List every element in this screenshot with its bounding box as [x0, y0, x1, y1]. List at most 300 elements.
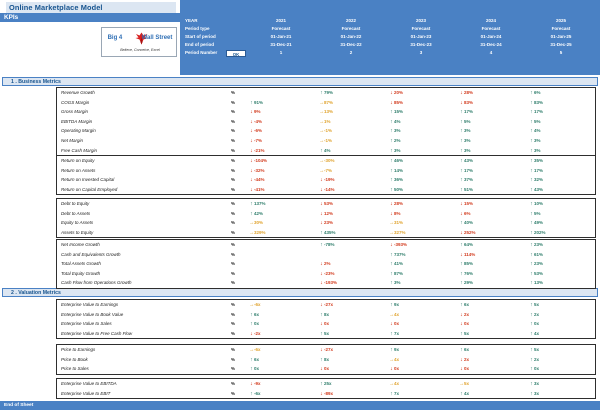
trend-down-icon: ↓: [250, 147, 253, 154]
trend-up-icon: ↑: [460, 330, 463, 337]
metric-value: -1%: [324, 137, 333, 143]
metric-cell[interactable]: [249, 240, 315, 250]
metric-value: 4x: [394, 311, 400, 317]
trend-up-icon: ↑: [390, 109, 393, 116]
metric-cell[interactable]: [319, 250, 385, 260]
trend-up-icon: ↑: [250, 201, 253, 207]
metric-value: -6x: [254, 347, 261, 352]
trend-up-icon: ↑: [530, 321, 533, 328]
metric-cell[interactable]: [459, 107, 525, 117]
metric-value: 23%: [534, 242, 544, 247]
trend-down-icon: ↓: [460, 90, 463, 96]
metric-cell[interactable]: [319, 364, 385, 374]
trend-up-icon: ↑: [530, 137, 533, 144]
table-row[interactable]: [57, 355, 595, 365]
metric-cell[interactable]: [249, 136, 315, 146]
metric-cell[interactable]: [319, 166, 385, 176]
metric-cell[interactable]: [249, 166, 315, 176]
column-start: 01-Jan-24: [480, 33, 502, 39]
trend-down-icon: ↓: [320, 321, 323, 328]
metric-cell[interactable]: [319, 218, 385, 228]
table-row[interactable]: [57, 175, 595, 185]
metric-value: 32%: [534, 177, 544, 183]
table-row[interactable]: [57, 240, 595, 250]
metric-cell[interactable]: [389, 156, 455, 166]
trend-up-icon: ↑: [530, 390, 533, 397]
metric-cell[interactable]: [459, 185, 525, 195]
metric-value: -23%: [324, 270, 335, 276]
metric-cell[interactable]: [459, 156, 525, 166]
metric-cell[interactable]: [459, 218, 525, 228]
metric-cell[interactable]: [459, 136, 525, 146]
table-row[interactable]: [57, 345, 595, 355]
table-row[interactable]: [57, 185, 595, 195]
metric-cell[interactable]: [459, 389, 525, 399]
table-row[interactable]: [57, 136, 595, 146]
table-row[interactable]: [57, 310, 595, 320]
metric-cell[interactable]: [459, 329, 525, 339]
metric-value: 12%: [324, 210, 334, 216]
trend-flat-icon: →: [249, 229, 255, 236]
metric-cell[interactable]: [459, 240, 525, 250]
metric-cell[interactable]: [319, 319, 385, 329]
trend-up-icon: ↑: [250, 356, 253, 363]
metric-value: -89x: [324, 390, 334, 396]
metric-cell[interactable]: [529, 389, 595, 399]
section-header-valuation-metrics: 2 . Valuation Metrics: [2, 288, 598, 297]
metric-cell[interactable]: [319, 345, 385, 355]
metric-value: 4%: [324, 147, 331, 153]
metric-unit: %: [231, 109, 236, 115]
trend-up-icon: ↑: [250, 321, 253, 328]
table-row[interactable]: [57, 389, 595, 399]
trend-up-icon: ↑: [250, 311, 253, 318]
metric-cell[interactable]: [319, 269, 385, 279]
metric-value: -14%: [324, 186, 335, 192]
metric-unit: %: [231, 201, 236, 206]
metric-cell[interactable]: [249, 300, 315, 310]
metric-cell[interactable]: [459, 209, 525, 219]
metric-cell[interactable]: [529, 117, 595, 127]
metric-value: 40%: [464, 220, 474, 226]
metric-value: 6x: [464, 302, 470, 307]
metric-cell[interactable]: [249, 278, 315, 288]
metric-cell[interactable]: [389, 98, 455, 108]
metric-cell[interactable]: [249, 199, 315, 209]
metric-cell[interactable]: [459, 117, 525, 127]
metric-cell[interactable]: [319, 98, 385, 108]
metric-cell[interactable]: [529, 209, 595, 219]
metric-unit: %: [231, 167, 236, 173]
metric-cell[interactable]: [529, 310, 595, 320]
table-row[interactable]: [57, 250, 595, 260]
metric-cell[interactable]: [249, 175, 315, 185]
metric-cell[interactable]: [249, 329, 315, 339]
metric-value: -104%: [254, 158, 268, 163]
trend-up-icon: ↑: [390, 280, 393, 287]
metric-cell[interactable]: [249, 345, 315, 355]
metric-value: -7%: [254, 137, 263, 143]
metric-cell[interactable]: [389, 107, 455, 117]
metric-cell[interactable]: [459, 166, 525, 176]
metric-label: Total Equity Growth: [61, 270, 101, 276]
metric-value: 15%: [394, 109, 404, 115]
metric-cell[interactable]: [389, 126, 455, 136]
metric-cell[interactable]: [389, 209, 455, 219]
trend-up-icon: ↑: [530, 330, 533, 337]
trend-up-icon: ↑: [460, 167, 463, 174]
metric-value: 3%: [394, 147, 401, 153]
metric-cell[interactable]: [459, 345, 525, 355]
table-row[interactable]: [57, 228, 595, 238]
metric-cell[interactable]: [459, 199, 525, 209]
table-row[interactable]: [57, 209, 595, 219]
metric-cell[interactable]: [459, 310, 525, 320]
metric-value: 5x: [464, 381, 470, 386]
metric-value: 4x: [534, 330, 540, 336]
table-row[interactable]: [57, 379, 595, 389]
metric-cell[interactable]: [319, 175, 385, 185]
metric-value: 0x: [324, 366, 330, 372]
metric-cell[interactable]: [529, 166, 595, 176]
metric-cell[interactable]: [249, 88, 315, 98]
trend-up-icon: ↑: [460, 280, 463, 287]
metric-cell[interactable]: [319, 329, 385, 339]
metric-cell[interactable]: [529, 250, 595, 260]
table-row[interactable]: [57, 107, 595, 117]
metric-value: 13%: [534, 280, 544, 286]
metric-cell[interactable]: [459, 379, 525, 389]
metric-cell[interactable]: [319, 107, 385, 117]
metric-label: Return on Assets: [61, 167, 96, 173]
metric-cell[interactable]: [319, 88, 385, 98]
metric-cell[interactable]: [319, 259, 385, 269]
metric-value: 9x: [394, 347, 400, 352]
metric-value: 2%: [324, 261, 331, 267]
trend-up-icon: ↑: [390, 330, 393, 337]
metric-cell[interactable]: [529, 329, 595, 339]
trend-up-icon: ↑: [460, 118, 463, 125]
logo-wordmark: [102, 35, 177, 41]
metric-cell[interactable]: [389, 300, 455, 310]
metric-value: 435%: [324, 229, 336, 235]
metric-label: Price to Earnings: [61, 347, 96, 352]
table-row[interactable]: [57, 218, 595, 228]
metric-cell[interactable]: [459, 146, 525, 156]
table-row[interactable]: [57, 156, 595, 166]
metric-cell[interactable]: [319, 355, 385, 365]
metric-cell[interactable]: [389, 379, 455, 389]
column-start: 01-Jan-25: [550, 33, 572, 39]
trend-down-icon: ↓: [460, 201, 463, 207]
table-row[interactable]: [57, 126, 595, 136]
metric-cell[interactable]: [249, 269, 315, 279]
metric-cell[interactable]: [389, 269, 455, 279]
period-column-2021: [248, 17, 314, 57]
metric-cell[interactable]: [319, 379, 385, 389]
metric-unit: %: [231, 251, 236, 257]
column-year: 2022: [345, 18, 356, 23]
metric-cell[interactable]: [389, 117, 455, 127]
metric-cell[interactable]: [529, 345, 595, 355]
metric-value: 0x: [394, 321, 400, 327]
metric-cell[interactable]: [529, 199, 595, 209]
metric-cell[interactable]: [249, 209, 315, 219]
metric-value: 85%: [394, 99, 404, 105]
section-header-business-metrics: 1 . Business Metrics: [2, 77, 598, 86]
metric-cell[interactable]: [459, 364, 525, 374]
metric-cell[interactable]: [459, 250, 525, 260]
table-row[interactable]: [57, 146, 595, 156]
metric-cell[interactable]: [389, 185, 455, 195]
metric-cell[interactable]: [459, 126, 525, 136]
trend-down-icon: ↓: [460, 210, 463, 217]
trend-up-icon: ↑: [530, 99, 533, 106]
metric-value: 5%: [534, 210, 541, 216]
trend-up-icon: ↑: [320, 330, 323, 337]
metric-cell[interactable]: [529, 146, 595, 156]
metric-value: 9x: [394, 302, 400, 307]
trend-up-icon: ↑: [530, 366, 533, 373]
metric-cell[interactable]: [529, 228, 595, 238]
column-year: 2023: [415, 18, 426, 23]
metric-cell[interactable]: [389, 218, 455, 228]
table-row[interactable]: [57, 329, 595, 339]
metric-cell[interactable]: [249, 379, 315, 389]
metric-unit: %: [231, 128, 236, 134]
metric-cell[interactable]: [529, 240, 595, 250]
metric-value: 17%: [534, 167, 544, 173]
metric-cell[interactable]: [249, 319, 315, 329]
metric-cell[interactable]: [389, 364, 455, 374]
table-row[interactable]: [57, 278, 595, 288]
metric-cell[interactable]: [319, 300, 385, 310]
metric-value: 8x: [324, 311, 330, 317]
metric-value: 0x: [254, 366, 260, 372]
metric-value: 4x: [394, 356, 400, 362]
column-end: 31-Dec-25: [550, 41, 572, 47]
table-row[interactable]: [57, 300, 595, 310]
metric-cell[interactable]: [389, 228, 455, 238]
table-row[interactable]: [57, 269, 595, 279]
trend-up-icon: ↑: [530, 118, 533, 125]
metric-cell[interactable]: [249, 126, 315, 136]
metric-cell[interactable]: [529, 175, 595, 185]
trend-up-icon: ↑: [460, 186, 463, 193]
metric-value: -193%: [324, 280, 338, 286]
metric-cell[interactable]: [319, 126, 385, 136]
metric-cell[interactable]: [529, 269, 595, 279]
trend-down-icon: ↓: [320, 220, 323, 227]
metric-cell[interactable]: [249, 98, 315, 108]
metric-value: 2x: [534, 311, 540, 317]
metric-cell[interactable]: [459, 269, 525, 279]
metric-cell[interactable]: [389, 329, 455, 339]
metric-cell[interactable]: [249, 146, 315, 156]
metric-unit: %: [231, 220, 236, 226]
table-row[interactable]: [57, 88, 595, 98]
trend-up-icon: ↑: [530, 302, 533, 308]
meta-label-year: YEAR: [185, 18, 198, 23]
sheet-subtitle: KPIs: [0, 13, 180, 22]
metric-cell[interactable]: [459, 175, 525, 185]
trend-up-icon: ↑: [250, 210, 253, 217]
metric-cell[interactable]: [529, 300, 595, 310]
metric-cell[interactable]: [529, 136, 595, 146]
metric-cell[interactable]: [529, 218, 595, 228]
metric-cell[interactable]: [459, 98, 525, 108]
metric-cell[interactable]: [319, 156, 385, 166]
model-status-note-2: Model Checks are OK: [5, 50, 52, 55]
metric-cell[interactable]: [529, 126, 595, 136]
metric-cell[interactable]: [389, 355, 455, 365]
metrics-block-ev-ebitda: [56, 378, 596, 399]
metric-cell[interactable]: [389, 319, 455, 329]
metric-cell[interactable]: [249, 310, 315, 320]
trend-down-icon: ↓: [320, 280, 323, 287]
logo-tagline: Believe, Conceive, Excel: [120, 48, 160, 52]
metric-cell[interactable]: [249, 355, 315, 365]
trend-up-icon: ↑: [460, 261, 463, 268]
metric-cell[interactable]: [459, 278, 525, 288]
metric-unit: %: [231, 366, 236, 372]
metric-cell[interactable]: [459, 319, 525, 329]
metric-unit: %: [231, 280, 236, 286]
trend-down-icon: ↓: [320, 347, 323, 353]
metric-cell[interactable]: [389, 389, 455, 399]
metric-cell[interactable]: [389, 250, 455, 260]
table-row[interactable]: [57, 259, 595, 269]
column-period-type: Forecast: [411, 25, 431, 31]
table-row[interactable]: [57, 319, 595, 329]
metric-cell[interactable]: [529, 156, 595, 166]
metric-cell[interactable]: [529, 259, 595, 269]
trend-up-icon: ↑: [460, 147, 463, 154]
metric-cell[interactable]: [459, 88, 525, 98]
metric-cell[interactable]: [389, 345, 455, 355]
metric-value: 6%: [464, 210, 471, 216]
metric-cell[interactable]: [389, 88, 455, 98]
metric-cell[interactable]: [319, 136, 385, 146]
metric-cell[interactable]: [249, 389, 315, 399]
metric-value: 2x: [464, 356, 470, 362]
table-row[interactable]: [57, 364, 595, 374]
metric-value: -27x: [324, 302, 334, 307]
metric-cell[interactable]: [459, 355, 525, 365]
metric-cell[interactable]: [249, 185, 315, 195]
metric-cell[interactable]: [319, 228, 385, 238]
metric-cell[interactable]: [389, 310, 455, 320]
table-row[interactable]: [57, 98, 595, 108]
metric-value: 3x: [534, 381, 540, 386]
metric-value: 0x: [394, 366, 400, 372]
metric-cell[interactable]: [459, 300, 525, 310]
metric-value: 5x: [464, 330, 470, 336]
metric-label: Cash and Equivalents Growth: [61, 251, 121, 257]
end-of-sheet-footer: End of Sheet: [0, 401, 600, 410]
metric-value: 35%: [534, 158, 544, 163]
metric-cell[interactable]: [459, 228, 525, 238]
metric-cell[interactable]: [529, 88, 595, 98]
metric-cell[interactable]: [389, 259, 455, 269]
metric-cell[interactable]: [319, 209, 385, 219]
metric-cell[interactable]: [249, 107, 315, 117]
trend-flat-icon: →: [319, 167, 325, 174]
metrics-block-growth: [56, 239, 596, 289]
trend-down-icon: ↓: [250, 177, 253, 184]
metric-cell[interactable]: [529, 364, 595, 374]
metric-cell[interactable]: [389, 136, 455, 146]
metric-value: 6x: [464, 347, 470, 352]
metric-value: 327%: [394, 229, 406, 235]
metric-cell[interactable]: [249, 117, 315, 127]
metric-cell[interactable]: [319, 240, 385, 250]
trend-up-icon: ↑: [460, 158, 463, 164]
metric-cell[interactable]: [249, 218, 315, 228]
metric-cell[interactable]: [319, 199, 385, 209]
metric-value: 9%: [254, 109, 261, 115]
table-row[interactable]: [57, 199, 595, 209]
trend-up-icon: ↑: [320, 229, 323, 236]
metric-cell[interactable]: [529, 355, 595, 365]
metric-value: -7%: [324, 167, 333, 173]
metric-value: 31%: [394, 220, 404, 226]
logo-text-left: Big 4: [107, 35, 123, 41]
metric-cell[interactable]: [529, 379, 595, 389]
metric-cell[interactable]: [529, 98, 595, 108]
metric-value: 41%: [394, 261, 404, 267]
metric-cell[interactable]: [249, 364, 315, 374]
metric-value: 3x: [534, 390, 540, 396]
metric-cell[interactable]: [389, 199, 455, 209]
metric-cell[interactable]: [319, 278, 385, 288]
trend-up-icon: ↑: [250, 390, 253, 397]
metric-cell[interactable]: [389, 240, 455, 250]
metric-cell[interactable]: [319, 117, 385, 127]
metric-value: 87%: [324, 99, 334, 105]
metric-cell[interactable]: [319, 185, 385, 195]
metric-cell[interactable]: [529, 107, 595, 117]
metric-cell[interactable]: [249, 228, 315, 238]
metric-cell[interactable]: [459, 259, 525, 269]
metric-cell[interactable]: [249, 250, 315, 260]
column-period-type: Forecast: [481, 25, 501, 31]
metric-cell[interactable]: [319, 146, 385, 156]
metric-cell[interactable]: [389, 146, 455, 156]
column-period-type: Forecast: [271, 25, 291, 31]
metric-cell[interactable]: [529, 319, 595, 329]
metric-cell[interactable]: [319, 389, 385, 399]
metric-value: -393%: [394, 242, 408, 247]
metric-label: Cash Flow from Operations Growth: [61, 280, 132, 286]
table-row[interactable]: [57, 166, 595, 176]
metric-cell[interactable]: [389, 166, 455, 176]
metric-cell[interactable]: [249, 156, 315, 166]
metric-value: 28%: [464, 90, 474, 95]
table-row[interactable]: [57, 117, 595, 127]
metric-cell[interactable]: [389, 278, 455, 288]
metric-cell[interactable]: [529, 185, 595, 195]
trend-up-icon: ↑: [320, 90, 323, 96]
metric-value: 3%: [534, 147, 541, 153]
metric-cell[interactable]: [249, 259, 315, 269]
metric-cell[interactable]: [529, 278, 595, 288]
column-year: 2024: [485, 18, 496, 23]
trend-up-icon: ↑: [530, 90, 533, 96]
metric-value: 43%: [464, 158, 474, 163]
metric-cell[interactable]: [319, 310, 385, 320]
metric-cell[interactable]: [389, 175, 455, 185]
